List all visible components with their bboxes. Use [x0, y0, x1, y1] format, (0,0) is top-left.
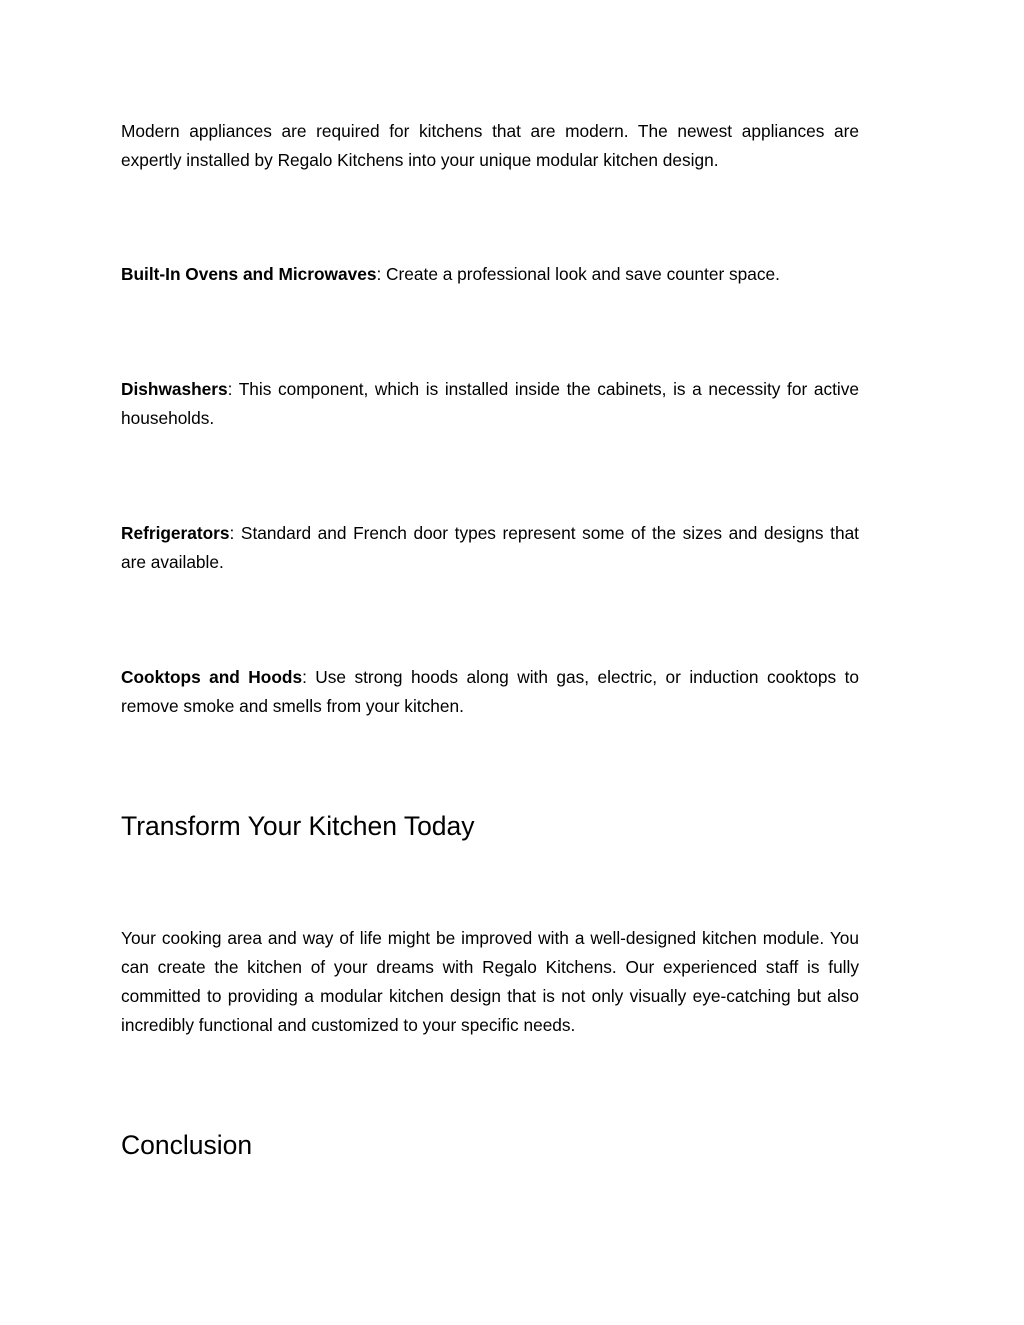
appliance-refrigerators-term: Refrigerators [121, 523, 230, 543]
appliance-ovens-paragraph [121, 260, 859, 289]
appliance-ovens-desc: : Create a professional look and save counter space. [376, 264, 780, 284]
appliance-ovens-term: Built-In Ovens and Microwaves [121, 264, 377, 284]
appliance-refrigerators-paragraph [121, 519, 859, 577]
appliance-cooktops-paragraph [121, 663, 859, 721]
appliance-dishwashers-desc: : This component, which is installed inside the cabinets, is a necessity for active households. [121, 379, 859, 428]
appliance-dishwashers-paragraph [121, 375, 859, 433]
appliance-refrigerators-desc: : Standard and French door types represent some of the sizes and designs that are available. [121, 523, 859, 572]
conclusion-heading: Conclusion [121, 1130, 253, 1160]
intro-paragraph: Modern appliances are required for kitchens that are modern. The newest appliances are expertly installed by Regalo Kitchens into your unique modular kitchen design. [121, 121, 859, 170]
transform-heading: Transform Your Kitchen Today [121, 811, 475, 841]
appliance-cooktops-term: Cooktops and Hoods [121, 667, 303, 687]
appliance-dishwashers-term: Dishwashers [121, 379, 228, 399]
appliance-cooktops-desc: : Use strong hoods along with gas, electric, or induction cooktops to remove smoke and smells from your kitchen. [121, 667, 859, 716]
transform-paragraph: Your cooking area and way of life might be improved with a well-designed kitchen module. You can create the kitchen of your dreams with Regalo Kitchens. Our experienced staff is fully committed to providing a modular kitchen design that is not only visually eye-catching but also incredibly functional and customized to your specific needs. [121, 928, 859, 1035]
document-page [121, 0, 859, 1325]
